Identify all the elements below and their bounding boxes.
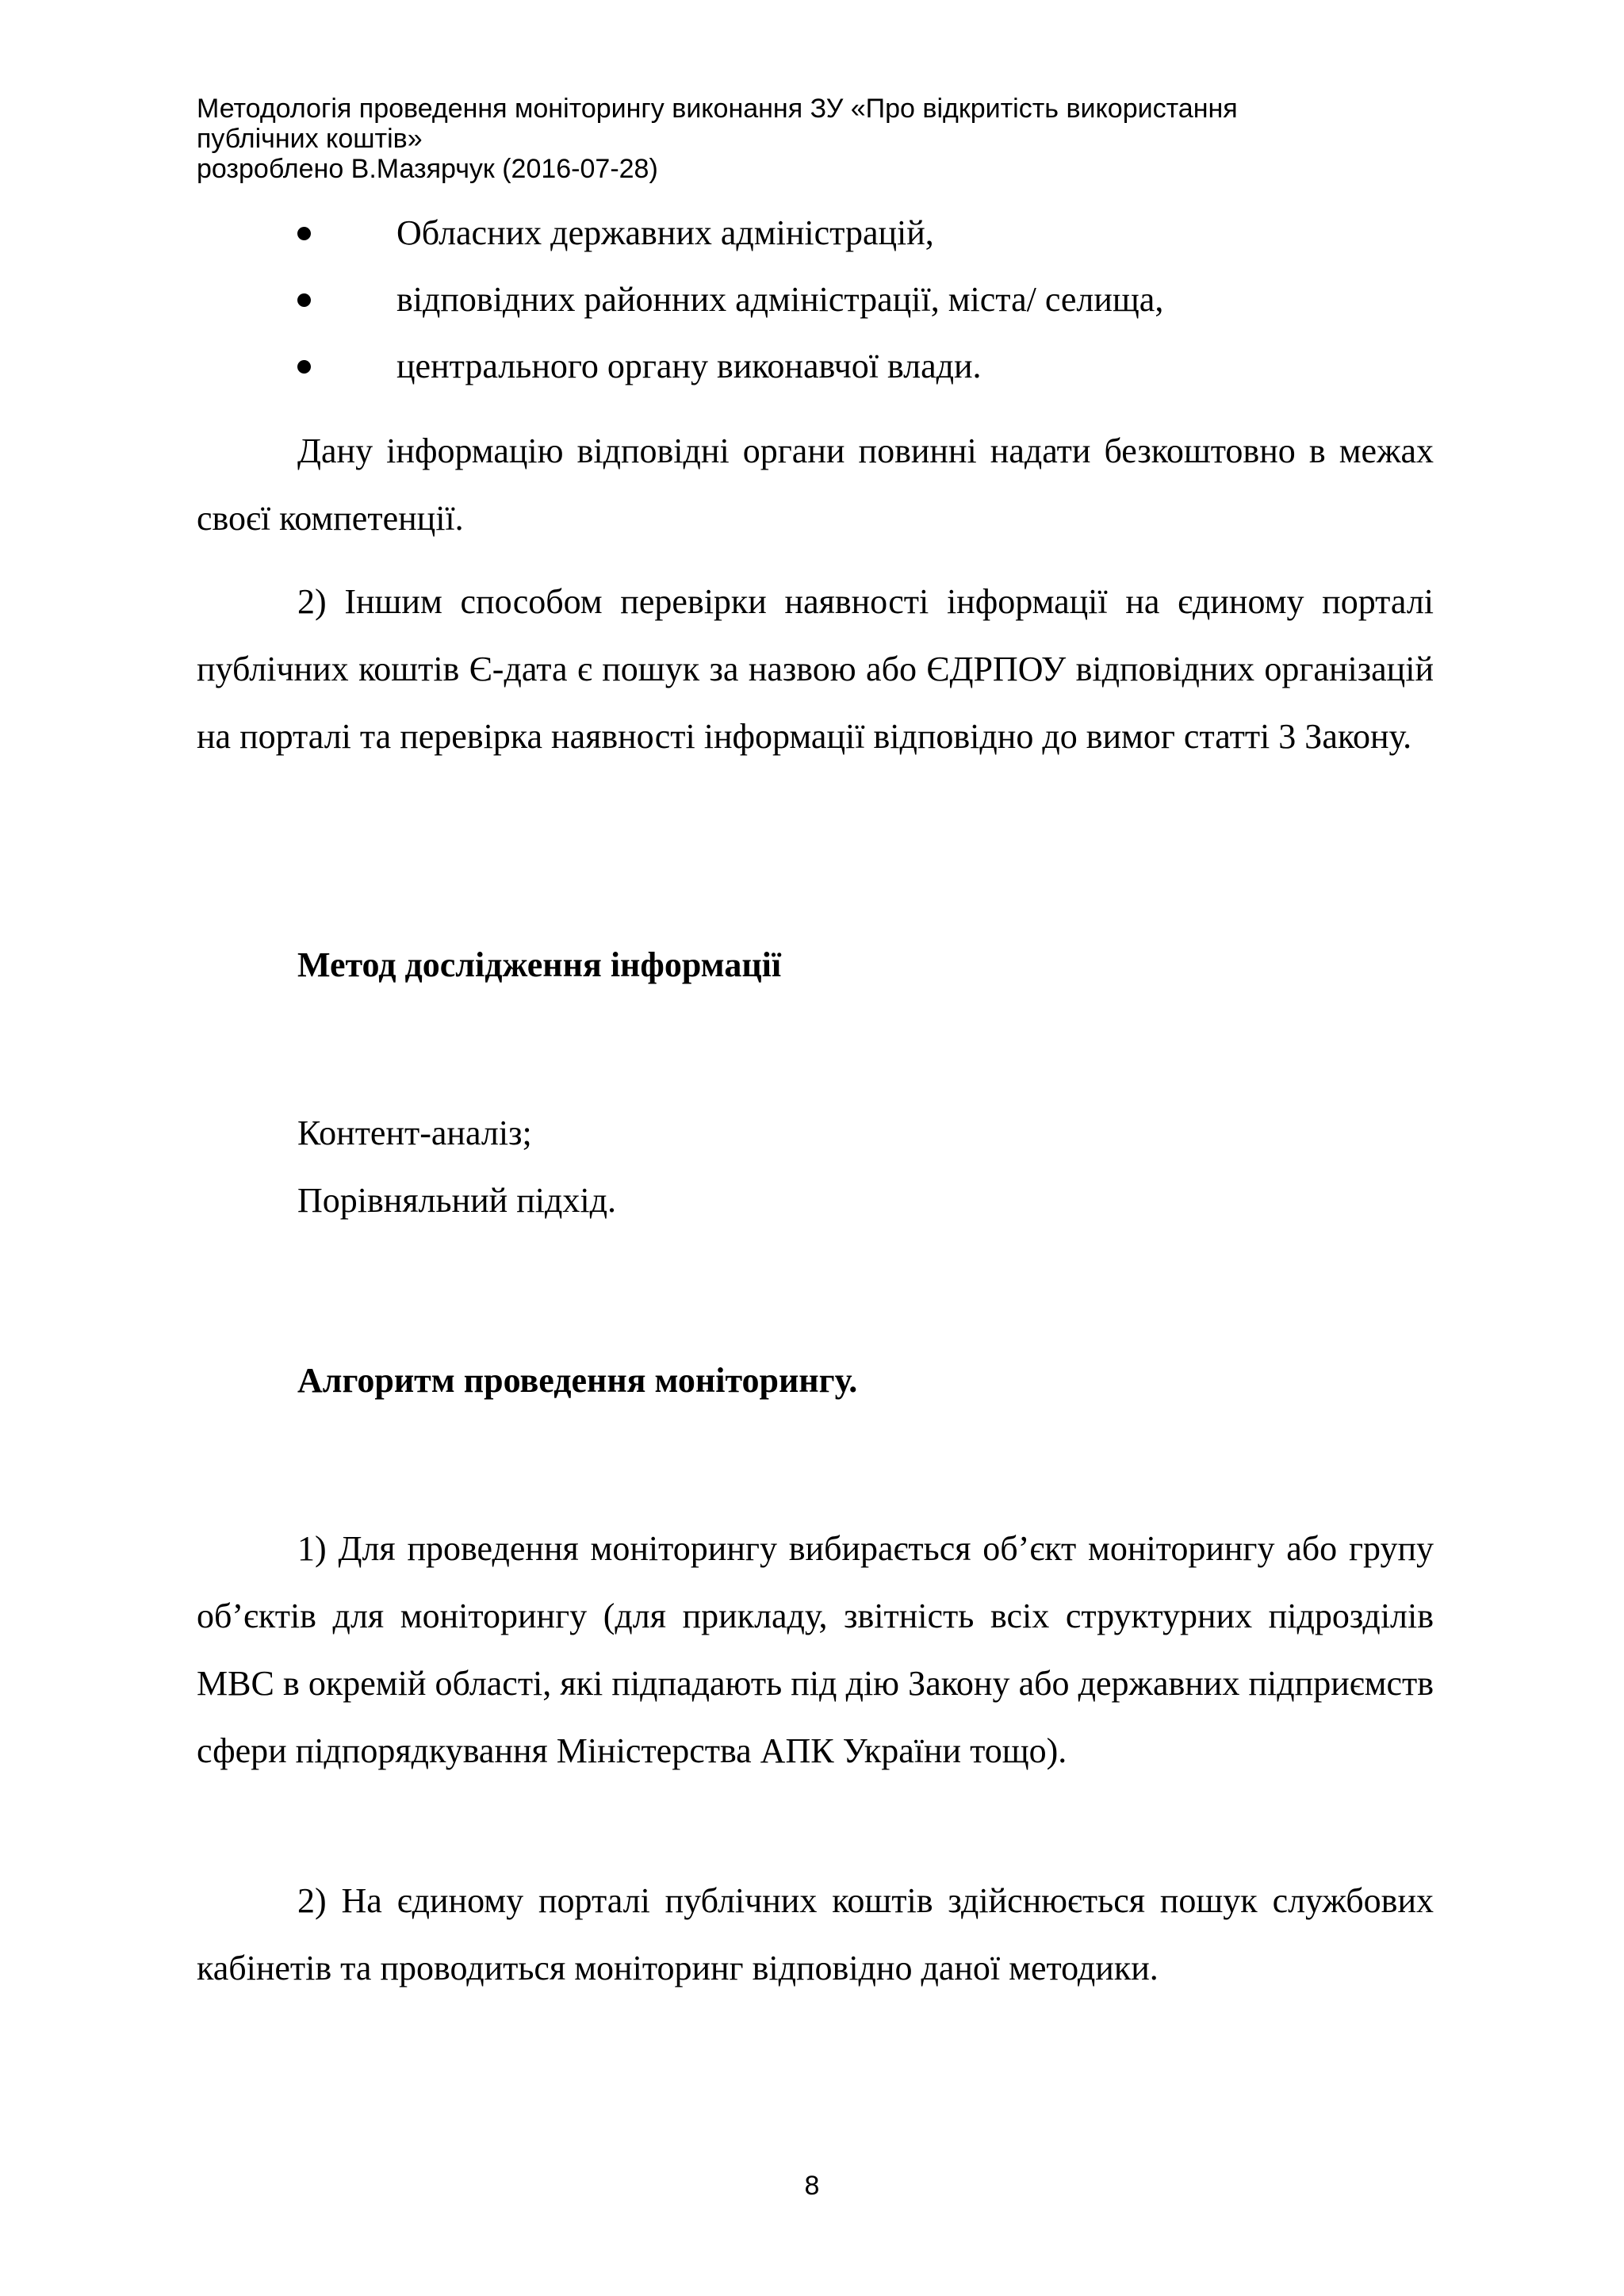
bullet-dot-icon xyxy=(297,360,311,374)
paragraph-free-info xyxy=(197,417,1434,552)
paragraph-text: 1) Для проведення моніторингу вибирається об’єкт моніторингу або групу об’єктів для моніторингу (для прикладу, звітність всіх структурних підрозділів МВС в окремій області, які підпадають під дію Закону або державних підприємств сфери підпорядкування Міністерства АПК України тощо). xyxy=(197,1529,1434,1770)
method-item: Порівняльний підхід. xyxy=(297,1181,616,1220)
header-line-1: Методологія проведення моніторингу виконання ЗУ «Про відкритість використання xyxy=(197,94,1238,124)
algorithm-step-2 xyxy=(197,1867,1434,2002)
header-line-2: публічних коштів» xyxy=(197,124,423,154)
bullet-item xyxy=(197,333,1434,400)
section-heading-algorithm: Алгоритм проведення моніторингу. xyxy=(297,1361,858,1400)
paragraph-text: Дану інформацію відповідні органи повинні надати безкоштовно в межах своєї компетенції. xyxy=(197,431,1434,538)
bullet-text: центрального органу виконавчої влади. xyxy=(396,347,982,385)
bullet-dot-icon xyxy=(297,293,311,307)
method-item: Контент-аналіз; xyxy=(297,1114,532,1152)
header-line-3: розроблено В.Мазярчук (2016-07-28) xyxy=(197,154,658,184)
bullet-dot-icon xyxy=(297,227,311,240)
section-algorithm xyxy=(197,1347,1434,1414)
page-header xyxy=(197,94,1434,184)
bullet-text: Обласних державних адміністрацій, xyxy=(396,213,934,252)
section-method xyxy=(197,931,1434,999)
bullet-item xyxy=(197,266,1434,333)
section-heading-method: Метод дослідження інформації xyxy=(297,945,782,984)
bullet-list xyxy=(197,200,1434,400)
paragraph-text: 2) На єдиному порталі публічних коштів здійснюється пошук службових кабінетів та проводиться моніторинг відповідно даної методики. xyxy=(197,1881,1434,1987)
method-list xyxy=(197,1099,1434,1234)
bullet-item xyxy=(197,200,1434,266)
paragraph-search-method xyxy=(197,568,1434,770)
page-number: 8 xyxy=(804,2171,820,2201)
bullet-text: відповідних районних адміністрації, міста/ селища, xyxy=(396,280,1164,319)
paragraph-text: 2) Іншим способом перевірки наявності інформації на єдиному порталі публічних коштів Є-дата є пошук за назвою або ЄДРПОУ відповідних організацій на порталі та перевірка наявності інформації відповідно до вимог статті 3 Закону. xyxy=(197,582,1434,756)
algorithm-step-1 xyxy=(197,1515,1434,1784)
